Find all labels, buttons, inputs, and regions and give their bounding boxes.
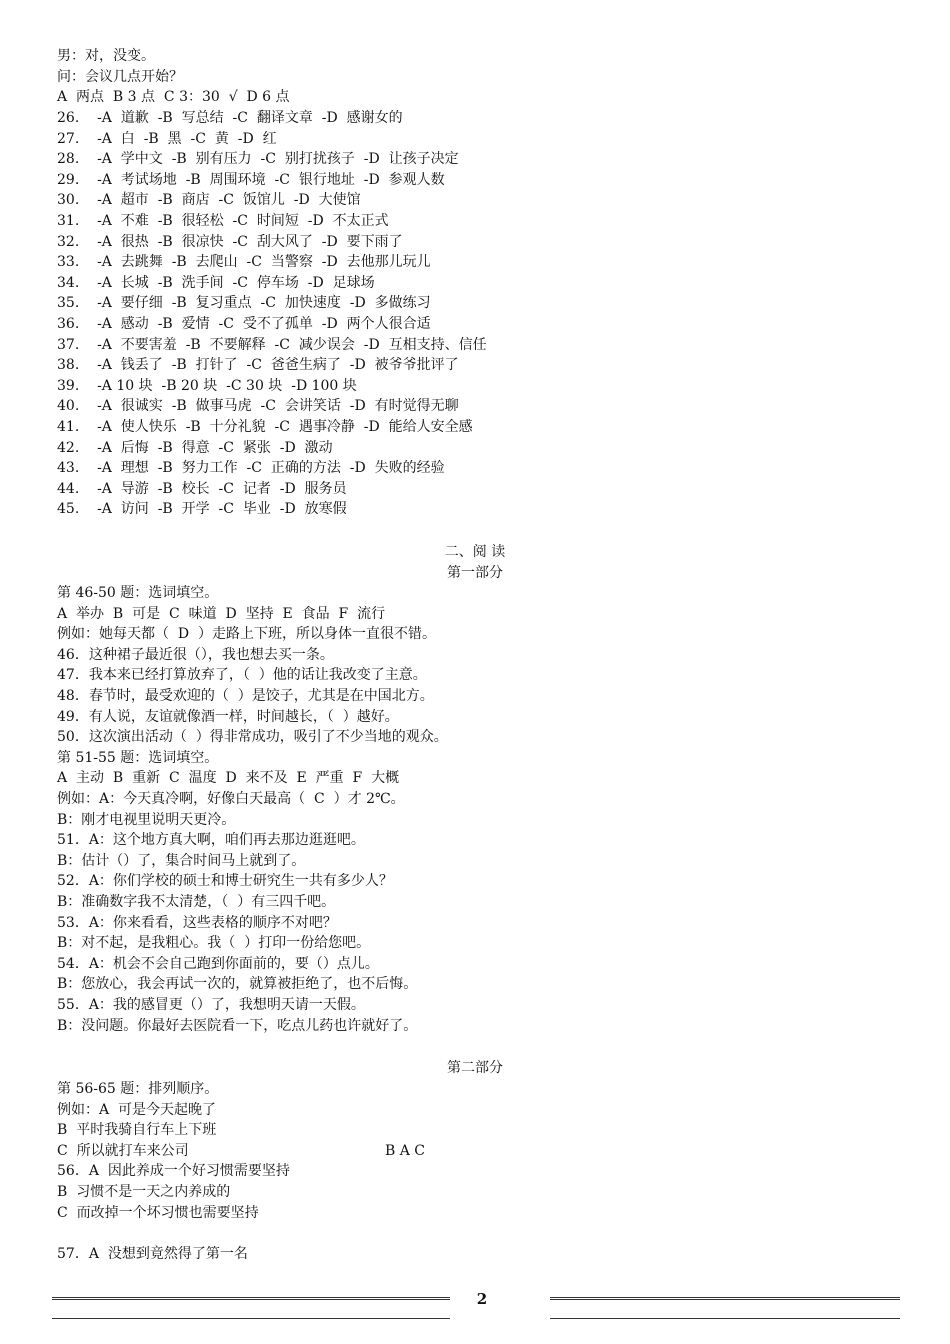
footer-rule-right — [550, 1297, 900, 1300]
part1-line-1: A 举办 B 可是 C 味道 D 坚持 E 食品 F 流行 — [57, 605, 386, 622]
footer-rule-left — [52, 1297, 450, 1300]
page-number: 2 — [476, 1290, 488, 1308]
top-line-0: 男：对，没变。 — [57, 48, 155, 64]
part1-line-17: B：对不起，是我粗心。我（ ）打印一份给您吧。 — [57, 935, 371, 952]
listening-item-8: 34. -A 长城 -B 洗手间 -C 停车场 -D 足球场 — [57, 274, 375, 291]
part2-line-4: 56．A 因此养成一个好习惯需要坚持 — [57, 1163, 290, 1180]
listening-item-19: 45. -A 访问 -B 开学 -C 毕业 -D 放寒假 — [57, 501, 347, 518]
part1-line-11: B：刚才电视里说明天更冷。 — [57, 811, 236, 828]
listening-item-15: 41. -A 使人快乐 -B 十分礼貌 -C 遇事冷静 -D 能给人安全感 — [57, 419, 473, 435]
part1-line-15: B：准确数字我不太清楚，（ ）有三四千吧。 — [57, 894, 336, 910]
part2-line-3: C 所以就打车来公司 — [57, 1142, 189, 1159]
top-line-2: A 两点 B 3 点 C 3：30 √ D 6 点 — [57, 89, 290, 106]
part1-line-13: B：估计（）了，集合时间马上就到了。 — [57, 852, 306, 869]
part1-line-7: 50．这次演出活动（ ）得非常成功，吸引了不少当地的观众。 — [57, 729, 448, 746]
listening-item-16: 42. -A 后悔 -B 得意 -C 紧张 -D 激动 — [57, 439, 333, 456]
listening-item-1: 27. -A 白 -B 黑 -C 黄 -D 红 — [57, 130, 277, 147]
part1-line-9: A 主动 B 重新 C 温度 D 来不及 E 严重 F 大概 — [57, 770, 400, 787]
part2-line-8: 57．A 没想到竟然得了第一名 — [57, 1245, 248, 1262]
listening-item-7: 33. -A 去跳舞 -B 去爬山 -C 当警察 -D 去他那儿玩儿 — [57, 254, 431, 271]
part1-line-5: 48．春节时，最受欢迎的（ ）是饺子，尤其是在中国北方。 — [57, 688, 434, 704]
part1-line-2: 例如：她每天都（ D ）走路上下班，所以身体一直很不错。 — [57, 626, 437, 643]
section-title: 二、阅 读 — [444, 544, 506, 560]
part1-line-19: B：您放心，我会再试一次的，就算被拒绝了，也不后悔。 — [57, 976, 418, 993]
part1-line-14: 52．A：你们学校的硕士和博士研究生一共有多少人？ — [57, 873, 393, 890]
listening-item-17: 43. -A 理想 -B 努力工作 -C 正确的方法 -D 失败的经验 — [57, 460, 445, 477]
part1-line-20: 55．A：我的感冒更（）了，我想明天请一天假。 — [57, 997, 365, 1013]
part2-line-2: B 平时我骑自行车上下班 — [57, 1122, 217, 1139]
listening-item-4: 30. -A 超市 -B 商店 -C 饭馆儿 -D 大使馆 — [57, 192, 361, 209]
listening-item-9: 35. -A 要仔细 -B 复习重点 -C 加快速度 -D 多做练习 — [57, 295, 431, 312]
part2-line-5: B 习惯不是一天之内养成的 — [57, 1184, 231, 1200]
part1-line-3: 46．这种裙子最近很（），我也想去买一条。 — [57, 646, 334, 663]
listening-item-3: 29. -A 考试场地 -B 周围环境 -C 银行地址 -D 参观人数 — [57, 171, 445, 188]
part2-line-6: C 而改掉一个坏习惯也需要坚持 — [57, 1204, 259, 1221]
listening-item-13: 39. -A 10 块 -B 20 块 -C 30 块 -D 100 块 — [57, 377, 357, 394]
part1-line-10: 例如：A：今天真冷啊，好像白天最高（ C ）才 2℃。 — [57, 791, 405, 807]
part2-line-1: 例如：A 可是今天起晚了 — [57, 1101, 217, 1118]
example-answer: B A C — [385, 1143, 426, 1159]
part2-line-0: 第 56-65 题：排列顺序。 — [57, 1081, 219, 1097]
part1-line-16: 53．A：你来看看，这些表格的顺序不对吧？ — [57, 914, 337, 931]
listening-item-11: 37. -A 不要害羞 -B 不要解释 -C 减少误会 -D 互相支持、信任 — [57, 336, 487, 353]
footer-rule-right-lower — [550, 1318, 900, 1319]
part1-line-0: 第 46-50 题：选词填空。 — [57, 585, 219, 601]
part1-line-18: 54．A：机会不会自己跑到你面前的，要（）点儿。 — [57, 955, 379, 972]
listening-item-10: 36. -A 感动 -B 爱情 -C 受不了孤单 -D 两个人很合适 — [57, 316, 431, 332]
top-line-1: 问：会议几点开始？ — [57, 68, 183, 85]
listening-item-12: 38. -A 钱丢了 -B 打针了 -C 爸爸生病了 -D 被爷爷批评了 — [57, 357, 459, 374]
listening-item-14: 40. -A 很诚实 -B 做事马虎 -C 会讲笑话 -D 有时觉得无聊 — [57, 398, 459, 415]
part1-line-12: 51．A：这个地方真大啊，咱们再去那边逛逛吧。 — [57, 832, 365, 849]
part1-line-6: 49．有人说，友谊就像酒一样，时间越长，（ ）越好。 — [57, 708, 399, 725]
part2-title: 第二部分 — [447, 1060, 503, 1076]
part1-line-4: 47．我本来已经打算放弃了，（ ）他的话让我改变了主意。 — [57, 667, 427, 684]
listening-item-18: 44. -A 导游 -B 校长 -C 记者 -D 服务员 — [57, 480, 347, 497]
listening-item-5: 31. -A 不难 -B 很轻松 -C 时间短 -D 不太正式 — [57, 213, 389, 229]
listening-item-6: 32. -A 很热 -B 很凉快 -C 刮大风了 -D 要下雨了 — [57, 233, 403, 250]
listening-item-0: 26. -A 道歉 -B 写总结 -C 翻译文章 -D 感谢女的 — [57, 110, 403, 126]
part1-line-8: 第 51-55 题：选词填空。 — [57, 749, 219, 766]
part1-title: 第一部分 — [447, 565, 503, 581]
part1-line-21: B：没问题。你最好去医院看一下，吃点儿药也许就好了。 — [57, 1017, 418, 1034]
footer-rule-left-lower — [52, 1318, 450, 1319]
listening-item-2: 28. -A 学中文 -B 别有压力 -C 别打扰孩子 -D 让孩子决定 — [57, 151, 459, 168]
